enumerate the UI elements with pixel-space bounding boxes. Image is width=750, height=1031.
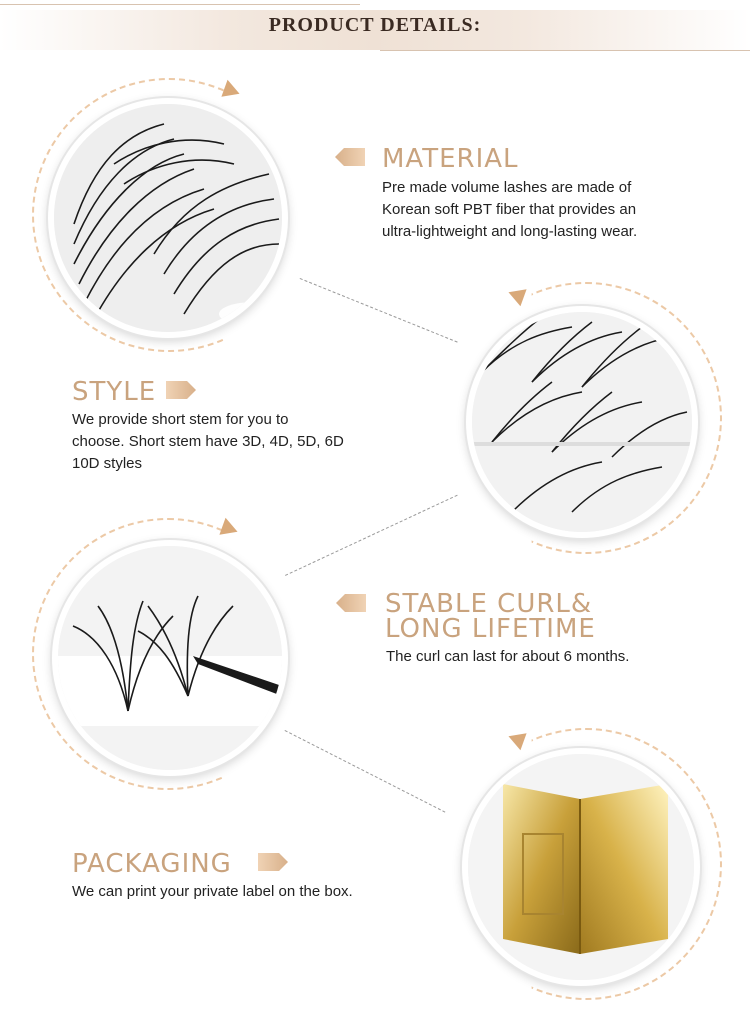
style-description [72, 409, 344, 475]
gold-box-photo [462, 748, 700, 986]
packaging-title: PACKAGING [72, 849, 232, 879]
text-line: We provide short stem for you to [72, 411, 289, 428]
connector-line [285, 495, 458, 576]
curl-title-line2: LONG LIFETIME [385, 614, 596, 644]
text-line: Pre made volume lashes are made of [382, 179, 632, 196]
text-line: ultra-lightweight and long-lasting wear. [382, 223, 638, 240]
volume-fans-photo [466, 306, 698, 538]
text-line: choose. Short stem have 3D, 4D, 5D, 6D [72, 433, 344, 450]
connector-line [300, 278, 458, 343]
header-divider [0, 4, 360, 5]
tag-arrow-icon [258, 853, 288, 871]
lash-tray-photo [48, 98, 288, 338]
arrow-icon [219, 518, 240, 540]
text-line: Korean soft PBT fiber that provides an [382, 201, 637, 218]
material-title: MATERIAL [382, 144, 519, 174]
arrow-icon [505, 284, 526, 306]
short-stem-photo [52, 540, 288, 776]
curl-title: STABLE CURL& [385, 589, 593, 619]
connector-line [285, 730, 446, 813]
tag-arrow-icon [166, 381, 196, 399]
tag-arrow-icon [335, 148, 365, 166]
text-line: 10D styles [72, 455, 143, 472]
packaging-description [72, 881, 353, 903]
page-title: PRODUCT DETAILS: [268, 14, 482, 36]
arrow-icon [221, 80, 242, 102]
tag-arrow-icon [336, 594, 366, 612]
text-line: The curl can last for about 6 months. [386, 648, 630, 665]
curl-description [386, 646, 629, 668]
text-line: We can print your private label on the box. [72, 883, 353, 900]
material-description [382, 177, 637, 243]
header-divider [380, 50, 750, 51]
style-title: STYLE [72, 377, 157, 407]
arrow-icon [505, 728, 526, 750]
